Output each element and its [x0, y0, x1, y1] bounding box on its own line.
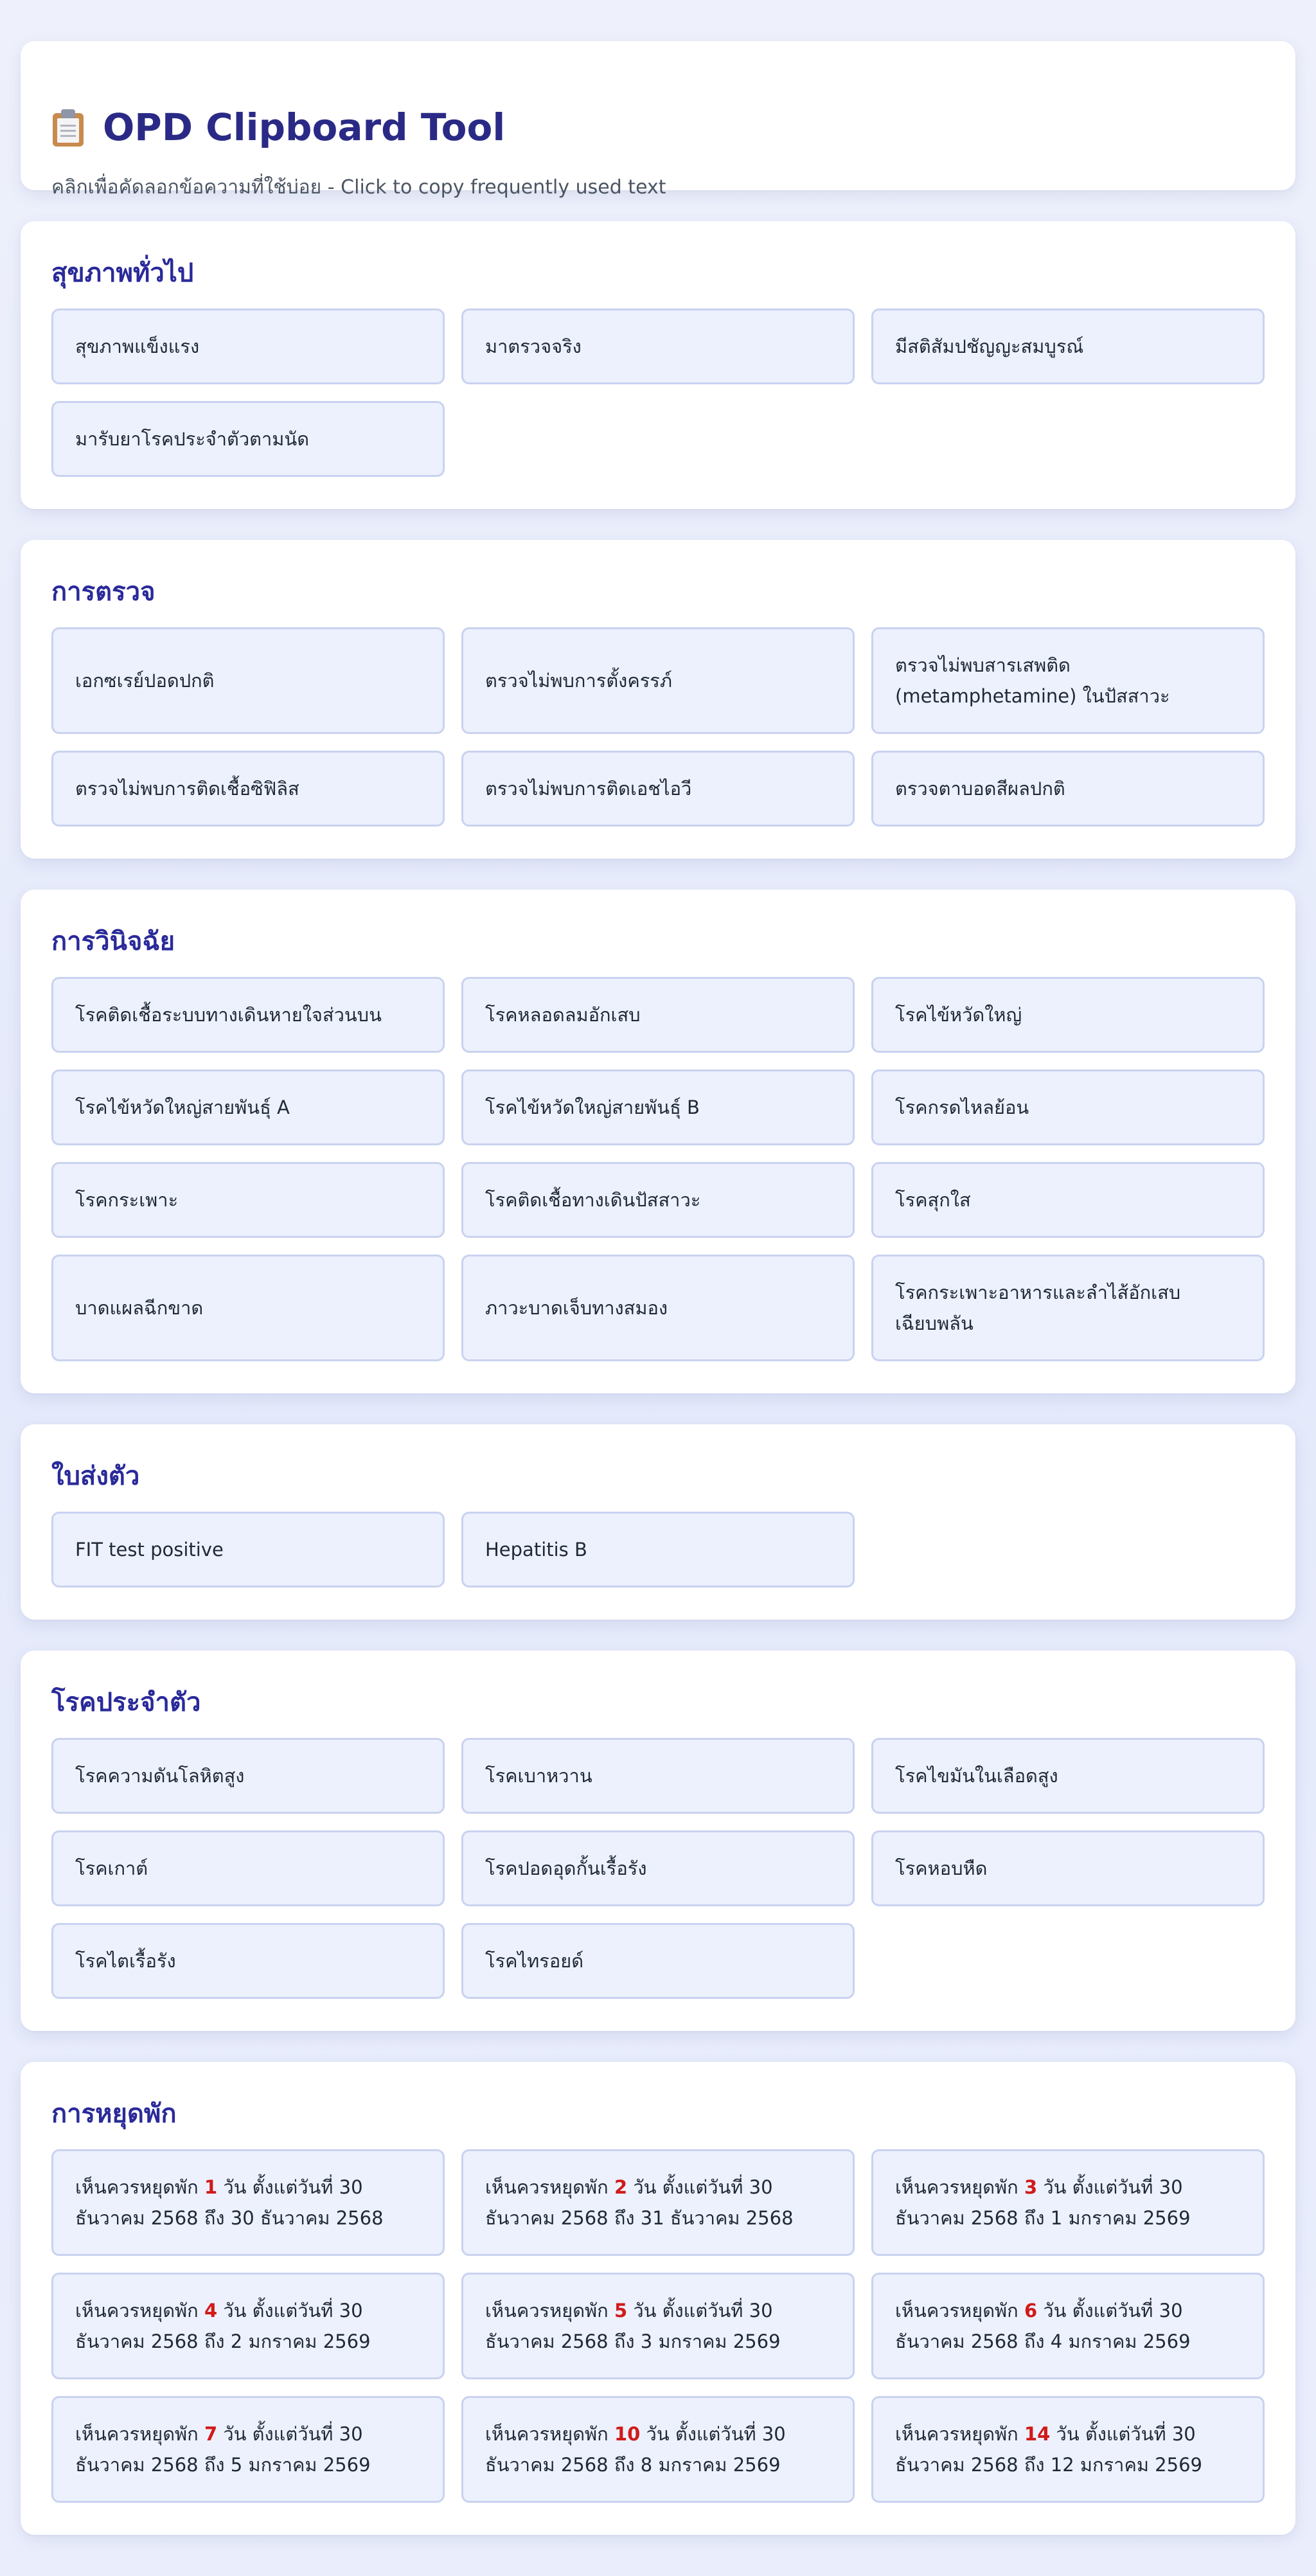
section-title: การหยุดพัก	[51, 2099, 177, 2129]
copy-button[interactable]: ภาวะบาดเจ็บทางสมอง	[461, 1255, 855, 1361]
leave-days: 7	[204, 2423, 218, 2445]
leave-button[interactable]: เห็นควรหยุดพัก 10 วัน ตั้งแต่วันที่ 30 ธันวาคม 2568 ถึง 8 มกราคม 2569	[461, 2396, 855, 2503]
section-title: ใบส่งตัว	[51, 1462, 140, 1491]
leave-days: 1	[204, 2176, 218, 2198]
leave-button[interactable]: เห็นควรหยุดพัก 1 วัน ตั้งแต่วันที่ 30 ธันวาคม 2568 ถึง 30 ธันวาคม 2568	[51, 2149, 445, 2256]
button-grid	[51, 1738, 1265, 1999]
copy-button[interactable]: โรคหอบหืด	[871, 1830, 1265, 1906]
button-grid	[51, 627, 1265, 827]
section-general-health	[21, 221, 1295, 509]
copy-button[interactable]: โรคติดเชื้อทางเดินปัสสาวะ	[461, 1162, 855, 1238]
button-grid	[51, 309, 1265, 477]
leave-days: 2	[614, 2176, 628, 2198]
copy-button[interactable]: ตรวจไม่พบสารเสพติด (metamphetamine) ในปัสสาวะ	[871, 627, 1265, 734]
copy-button[interactable]: โรคเกาต์	[51, 1830, 445, 1906]
copy-button[interactable]: ตรวจไม่พบการติดเชื้อซิฟิลิส	[51, 751, 445, 827]
section-examination	[21, 540, 1295, 859]
copy-button[interactable]: Hepatitis B	[461, 1512, 855, 1588]
copy-button[interactable]: เอกซเรย์ปอดปกติ	[51, 627, 445, 734]
copy-button[interactable]: โรคติดเชื้อระบบทางเดินหายใจส่วนบน	[51, 977, 445, 1053]
copy-button[interactable]: ตรวจตาบอดสีผลปกติ	[871, 751, 1265, 827]
copy-button[interactable]: FIT test positive	[51, 1512, 445, 1588]
app-subtitle: คลิกเพื่อคัดลอกข้อความที่ใช้บ่อย - Click to copy frequently used text	[51, 176, 666, 199]
section-sick-leave	[21, 2062, 1295, 2535]
leave-days: 14	[1024, 2423, 1051, 2445]
copy-button[interactable]: โรคเบาหวาน	[461, 1738, 855, 1814]
copy-button[interactable]: โรคปอดอุดกั้นเรื้อรัง	[461, 1830, 855, 1906]
copy-button[interactable]: โรคความดันโลหิตสูง	[51, 1738, 445, 1814]
clipboard-icon	[51, 108, 85, 147]
button-grid	[51, 1512, 1265, 1588]
copy-button[interactable]: โรคสุกใส	[871, 1162, 1265, 1238]
copy-button[interactable]: โรคไข้หวัดใหญ่	[871, 977, 1265, 1053]
copy-button[interactable]: ตรวจไม่พบการติดเอชไอวี	[461, 751, 855, 827]
copy-button[interactable]: โรคกระเพาะอาหารและลำไส้อักเสบเฉียบพลัน	[871, 1255, 1265, 1361]
copy-button[interactable]: ตรวจไม่พบการตั้งครรภ์	[461, 627, 855, 734]
leave-days: 6	[1024, 2300, 1038, 2321]
copy-button[interactable]: โรคกระเพาะ	[51, 1162, 445, 1238]
copy-button[interactable]: โรคไทรอยด์	[461, 1923, 855, 1999]
app-title-text: OPD Clipboard Tool	[103, 105, 506, 149]
copy-button[interactable]: บาดแผลฉีกขาด	[51, 1255, 445, 1361]
copy-button[interactable]: มารับยาโรคประจำตัวตามนัด	[51, 401, 445, 477]
copy-button[interactable]: มาตรวจจริง	[461, 309, 855, 384]
section-title: การวินิจฉัย	[51, 927, 175, 956]
leave-days: 10	[614, 2423, 641, 2445]
leave-button[interactable]: เห็นควรหยุดพัก 2 วัน ตั้งแต่วันที่ 30 ธันวาคม 2568 ถึง 31 ธันวาคม 2568	[461, 2149, 855, 2256]
section-referral	[21, 1424, 1295, 1620]
leave-button[interactable]: เห็นควรหยุดพัก 14 วัน ตั้งแต่วันที่ 30 ธันวาคม 2568 ถึง 12 มกราคม 2569	[871, 2396, 1265, 2503]
leave-days: 3	[1024, 2176, 1038, 2198]
section-chronic-disease	[21, 1650, 1295, 2031]
leave-button[interactable]: เห็นควรหยุดพัก 4 วัน ตั้งแต่วันที่ 30 ธันวาคม 2568 ถึง 2 มกราคม 2569	[51, 2273, 445, 2379]
section-title: โรคประจำตัว	[51, 1688, 201, 1717]
copy-button[interactable]: โรคไข้หวัดใหญ่สายพันธุ์ B	[461, 1069, 855, 1145]
leave-days: 4	[204, 2300, 218, 2321]
copy-button[interactable]: โรคไตเรื้อรัง	[51, 1923, 445, 1999]
copy-button[interactable]: โรคกรดไหลย้อน	[871, 1069, 1265, 1145]
leave-button[interactable]: เห็นควรหยุดพัก 5 วัน ตั้งแต่วันที่ 30 ธันวาคม 2568 ถึง 3 มกราคม 2569	[461, 2273, 855, 2379]
copy-button[interactable]: มีสติสัมปชัญญะสมบูรณ์	[871, 309, 1265, 384]
section-diagnosis	[21, 890, 1295, 1393]
section-title: สุขภาพทั่วไป	[51, 258, 194, 288]
header-card	[21, 41, 1295, 199]
leave-days: 5	[614, 2300, 628, 2321]
leave-button[interactable]: เห็นควรหยุดพัก 6 วัน ตั้งแต่วันที่ 30 ธันวาคม 2568 ถึง 4 มกราคม 2569	[871, 2273, 1265, 2379]
copy-button[interactable]: โรคไข้หวัดใหญ่สายพันธุ์ A	[51, 1069, 445, 1145]
copy-button[interactable]: สุขภาพแข็งแรง	[51, 309, 445, 384]
app-title	[51, 105, 506, 149]
leave-button[interactable]: เห็นควรหยุดพัก 7 วัน ตั้งแต่วันที่ 30 ธันวาคม 2568 ถึง 5 มกราคม 2569	[51, 2396, 445, 2503]
section-title: การตรวจ	[51, 577, 156, 607]
button-grid	[51, 2149, 1265, 2503]
leave-button[interactable]: เห็นควรหยุดพัก 3 วัน ตั้งแต่วันที่ 30 ธันวาคม 2568 ถึง 1 มกราคม 2569	[871, 2149, 1265, 2256]
copy-button[interactable]: โรคไขมันในเลือดสูง	[871, 1738, 1265, 1814]
copy-button[interactable]: โรคหลอดลมอักเสบ	[461, 977, 855, 1053]
button-grid	[51, 977, 1265, 1361]
